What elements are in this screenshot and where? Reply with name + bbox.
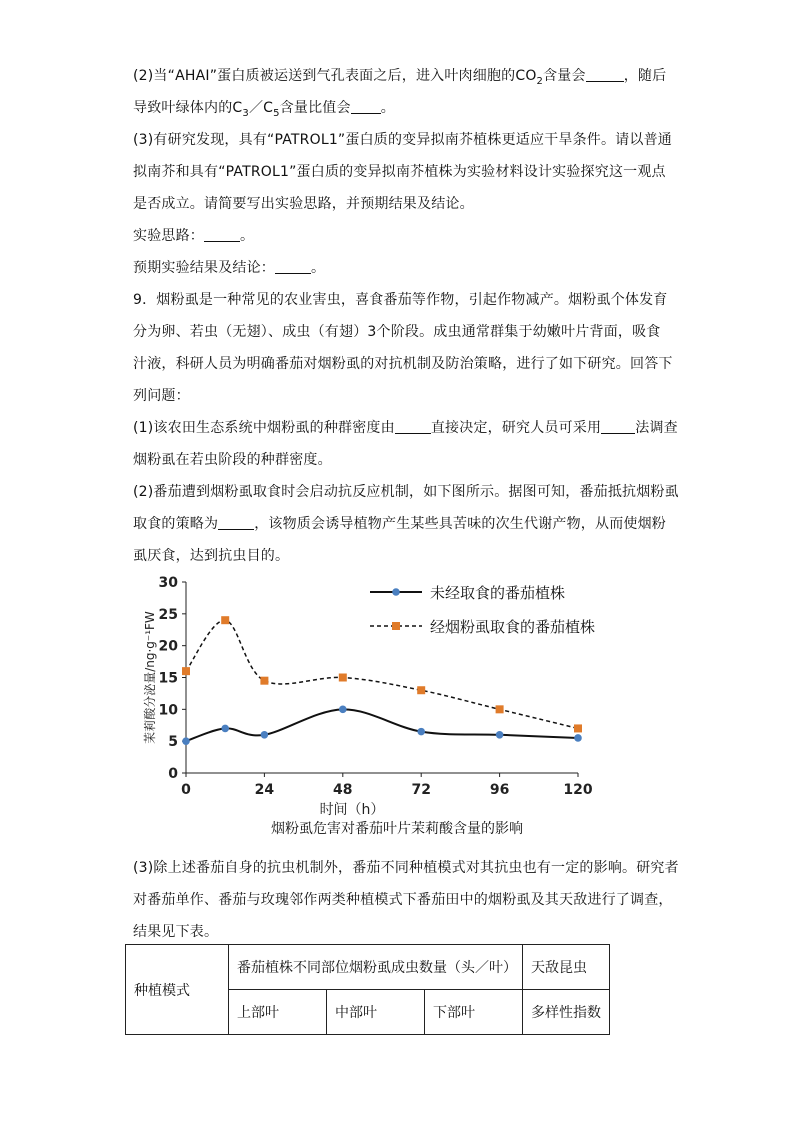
x-tick-label: 48 xyxy=(333,782,353,798)
q9-intro-line3: 汁液，科研人员为明确番茄对烟粉虱的对抗机制及防治策略，进行了如下研究。回答下 xyxy=(133,356,673,372)
data-point-circle xyxy=(182,737,190,745)
q8-part2-line1: (2)当“AHAI”蛋白质被运送到气孔表面之后，进入叶肉细胞的$CO_2$含量会 ，随后 xyxy=(133,68,667,87)
q9-part2-line3: 虱厌食，达到抗虫目的。 xyxy=(133,548,290,564)
chart-axes xyxy=(142,575,596,818)
answer-blank[interactable] xyxy=(275,259,311,274)
table-header-index: 多样性指数 xyxy=(523,990,610,1035)
table-header-enemy: 天敌昆虫 xyxy=(523,945,610,990)
jasmonic-acid-line-chart xyxy=(130,570,630,840)
x-axis-label: 时间（h） xyxy=(319,802,385,818)
answer-blank[interactable] xyxy=(395,419,431,434)
q9-part3-line3: 结果见下表。 xyxy=(133,924,219,940)
q8-part2-line2: 导致叶绿体内的$C_3/C_5$含量比值会 。 xyxy=(133,100,395,119)
q9-intro-line1: 9．烟粉虱是一种常见的农业害虫，喜食番茄等作物，引起作物减产。烟粉虱个体发育 xyxy=(133,292,668,308)
x-tick-label: 96 xyxy=(489,782,510,798)
q9-intro-line2: 分为卵、若虫（无翅）、成虫（有翅）3个阶段。成虫通常群集于幼嫩叶片背面，吸食 xyxy=(133,324,661,340)
data-point-square xyxy=(417,686,425,694)
x-tick-label: 0 xyxy=(181,782,191,798)
q9-part1-line1: (1)该农田生态系统中烟粉虱的种群密度由 直接决定，研究人员可采用 法调查 xyxy=(133,420,678,436)
data-point-square xyxy=(496,705,504,713)
data-point-circle xyxy=(574,734,582,742)
q9-part2-line1: (2)番茄遭到烟粉虱取食时会启动抗反应机制，如下图所示。据图可知，番茄抵抗烟粉虱 xyxy=(133,484,679,500)
legend-label-0: 未经取食的番茄植株 xyxy=(430,584,566,602)
legend-marker-circle xyxy=(392,588,400,596)
x-tick-label: 24 xyxy=(254,782,275,798)
x-tick-label: 120 xyxy=(563,782,593,798)
table-header-mode: 种植模式 xyxy=(126,945,229,1035)
table-header-lower: 下部叶 xyxy=(425,990,523,1035)
data-point-circle xyxy=(261,731,269,739)
q8-part3-line2: 拟南芥和具有“PATROL1”蛋白质的变异拟南芥植株为实验材料设计实验探究这一观点 xyxy=(133,164,666,180)
q9-part1-line2: 烟粉虱在若虫阶段的种群密度。 xyxy=(133,452,332,468)
y-tick-label: 20 xyxy=(158,638,178,655)
q9-part3-line2: 对番茄单作、番茄与玫瑰邻作两类种植模式下番茄田中的烟粉虱及其天敌进行了调查， xyxy=(133,892,673,908)
data-point-square xyxy=(339,674,347,682)
x-tick-label: 72 xyxy=(411,782,431,798)
answer-blank[interactable] xyxy=(204,227,240,242)
data-point-square xyxy=(182,667,190,675)
answer-blank[interactable] xyxy=(601,419,635,434)
legend-label-1: 经烟粉虱取食的番茄植株 xyxy=(430,618,596,636)
y-tick-label: 30 xyxy=(158,575,178,591)
answer-blank[interactable] xyxy=(351,99,381,114)
data-point-circle xyxy=(417,728,425,736)
data-point-circle xyxy=(496,731,504,739)
answer-blank[interactable] xyxy=(586,67,624,82)
y-tick-label: 10 xyxy=(158,702,178,719)
q9-part2-line2: 取食的策略为 ，该物质会诱导植物产生某些具苦味的次生代谢产物，从而使烟粉 xyxy=(133,516,667,532)
survey-table xyxy=(125,944,610,1035)
y-tick-label: 15 xyxy=(158,670,178,687)
series-line-1 xyxy=(186,620,578,728)
answer-blank[interactable] xyxy=(218,515,254,530)
y-tick-label: 25 xyxy=(158,606,178,623)
q8-idea-line: 实验思路： 。 xyxy=(133,228,255,244)
q9-intro-line4: 列问题： xyxy=(133,388,190,404)
q8-part3-line3: 是否成立。请简要写出实验思路，并预期结果及结论。 xyxy=(133,196,474,212)
y-tick-label: 0 xyxy=(168,766,178,782)
data-point-circle xyxy=(339,706,347,714)
table-row xyxy=(126,945,610,990)
chart-caption: 烟粉虱危害对番茄叶片茉莉酸含量的影响 xyxy=(271,821,523,837)
table-header-middle: 中部叶 xyxy=(327,990,425,1035)
y-tick-label: 5 xyxy=(168,734,178,751)
data-point-square xyxy=(221,616,229,624)
table-header-upper: 上部叶 xyxy=(229,990,327,1035)
legend-marker-square xyxy=(392,622,400,630)
q8-result-line: 预期实验结果及结论： 。 xyxy=(133,260,326,276)
table-header-group: 番茄植株不同部位烟粉虱成虫数量（头／叶） xyxy=(229,945,523,990)
chart-legend xyxy=(370,584,595,636)
y-axis-label: 茉莉酸分泌量/ng·g⁻¹FW xyxy=(143,611,157,744)
data-point-circle xyxy=(221,725,229,733)
q8-part3-line1: (3)有研究发现，具有“PATROL1”蛋白质的变异拟南芥植株更适应干旱条件。请以普通 xyxy=(133,132,672,148)
q9-part3-line1: (3)除上述番茄自身的抗虫机制外，番茄不同种植模式对其抗虫也有一定的影响。研究者 xyxy=(133,860,679,876)
data-point-square xyxy=(574,724,582,732)
data-point-square xyxy=(260,677,268,685)
